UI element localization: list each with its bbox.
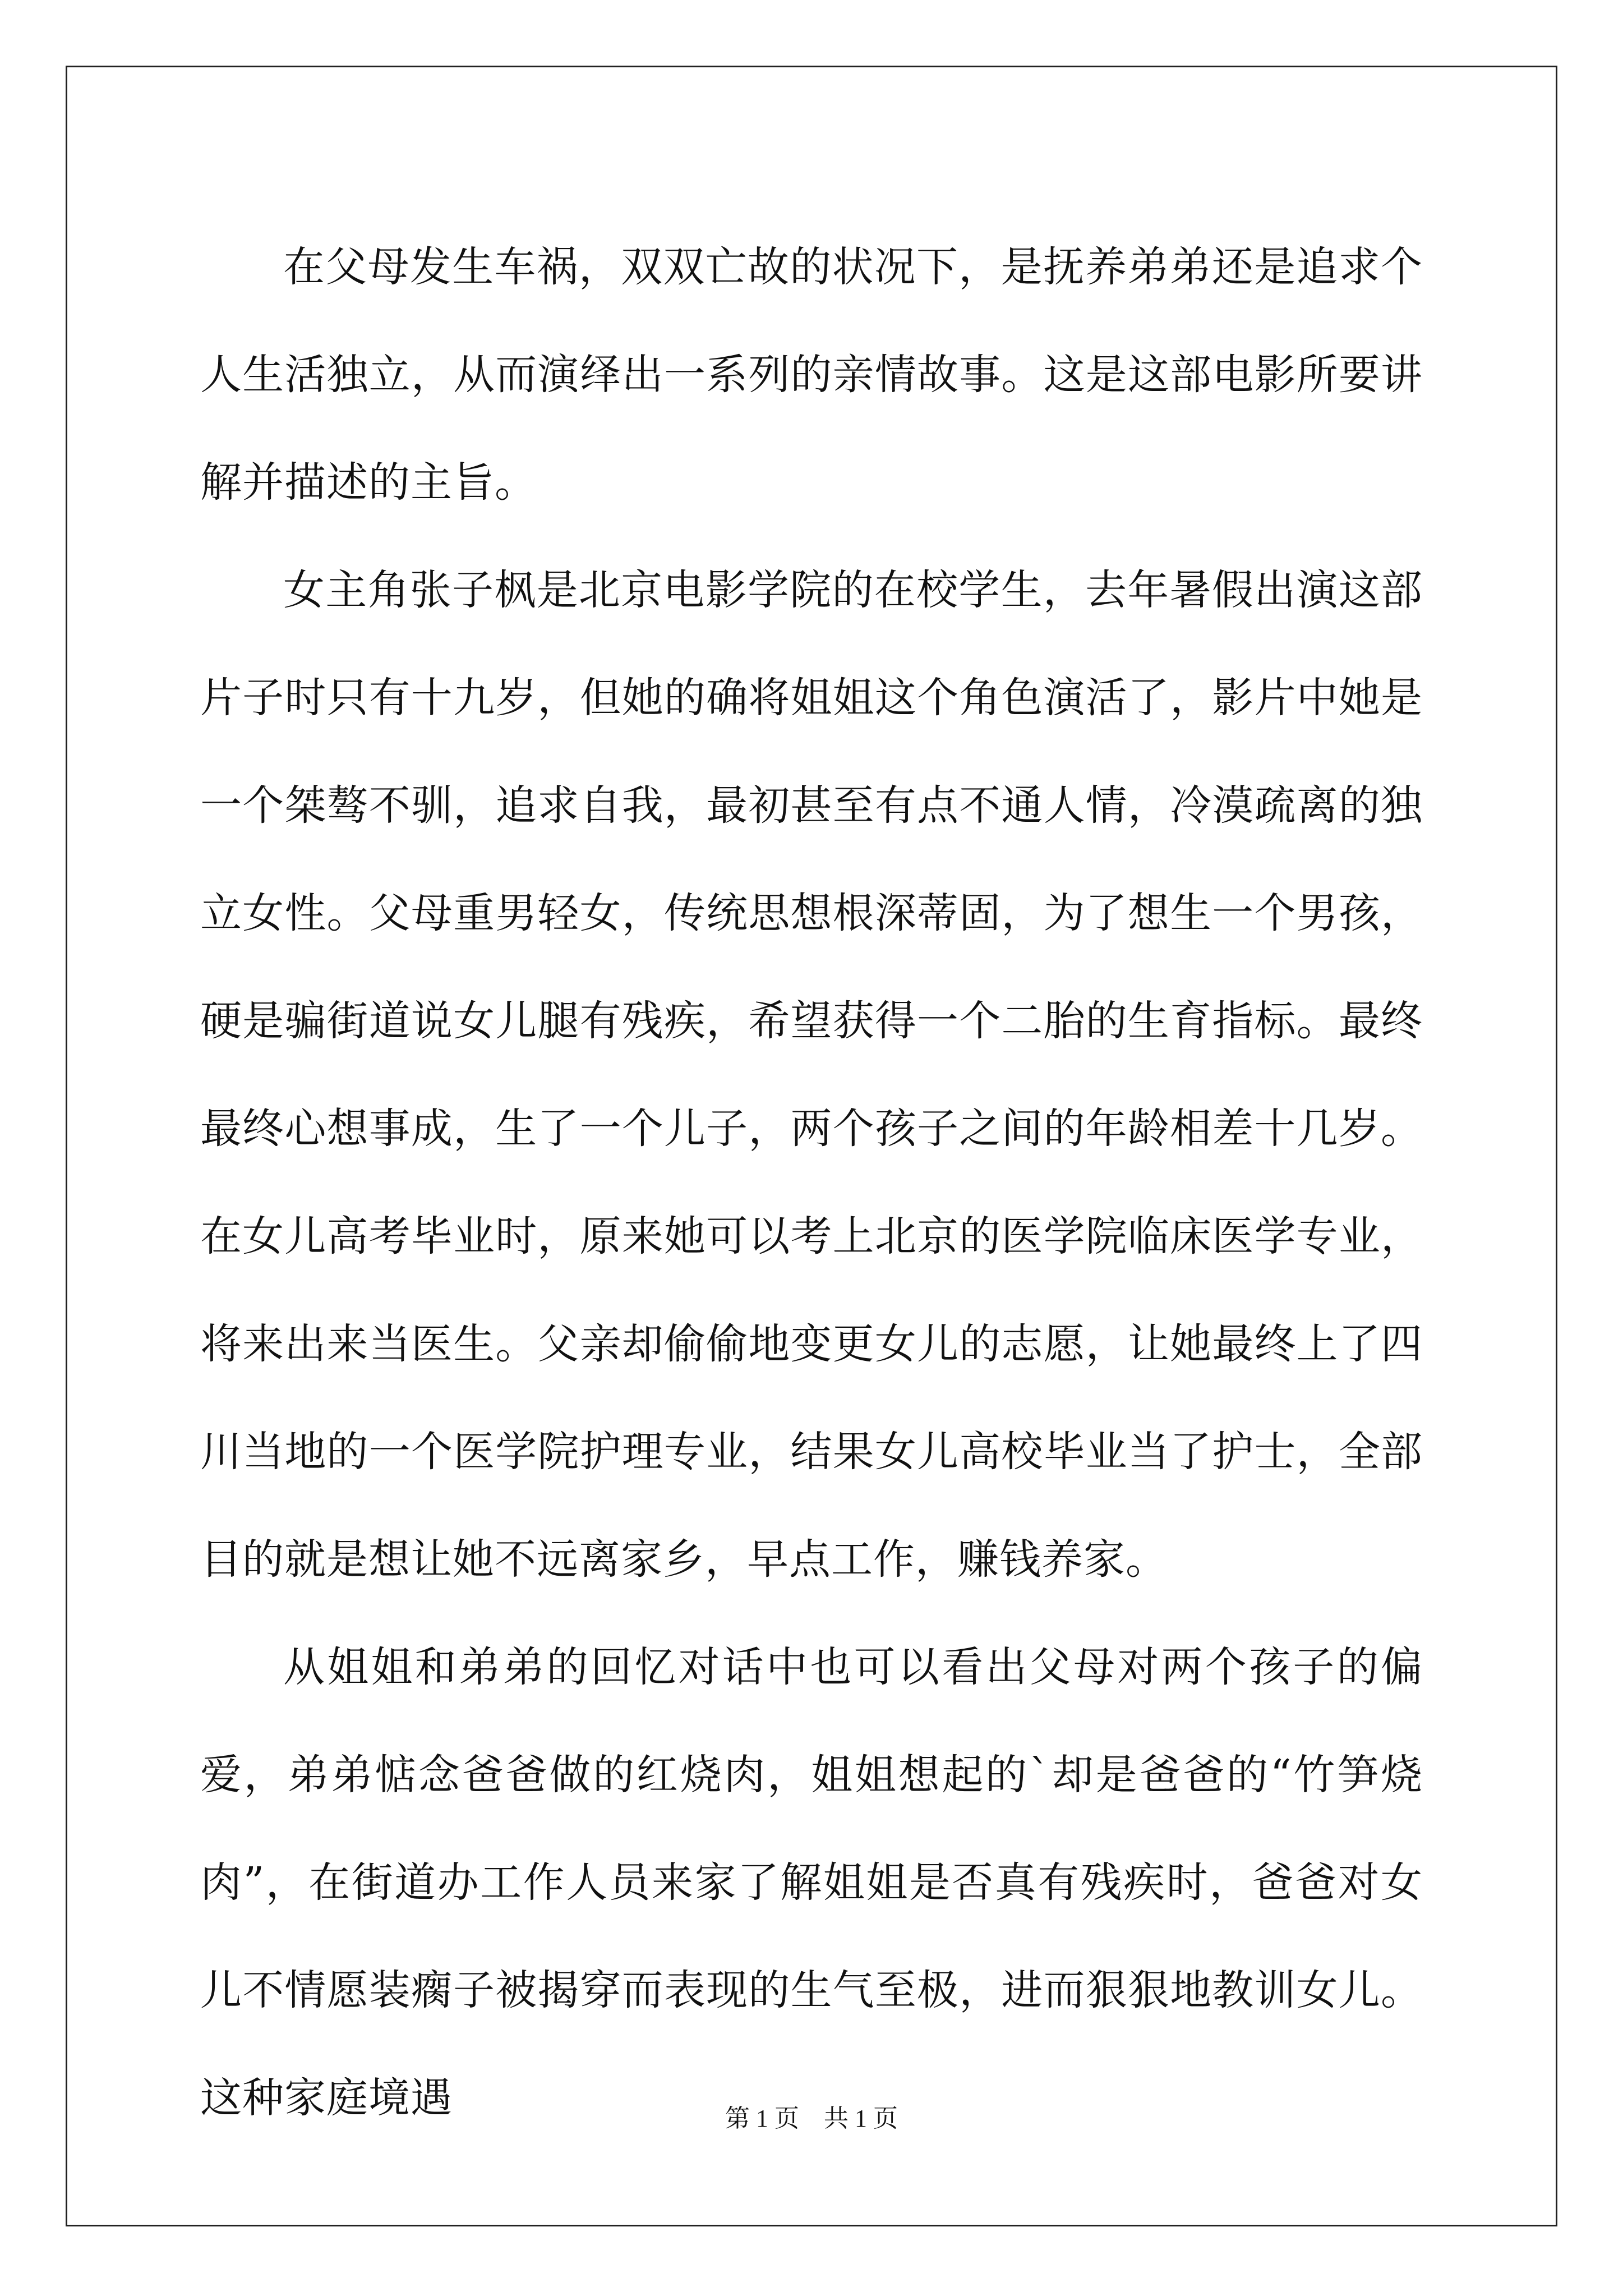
document-body xyxy=(200,213,1423,2152)
paragraph-1: 在父母发生车祸，双双亡故的状况下，是抚养弟弟还是追求个人生活独立，从而演绎出一系列的亲情故事。这是这部电影所要讲解并描述的主旨。 xyxy=(200,243,1423,507)
paragraph-2: 女主角张子枫是北京电影学院的在校学生，去年暑假出演这部片子时只有十九岁，但她的确将姐姐这个角色演活了，影片中她是一个桀骜不驯，追求自我，最初甚至有点不通人情，冷漠疏离的独立女性。父母重男轻女，传统思想根深蒂固，为了想生一个男孩，硬是骗街道说女儿腿有残疾，希望获得一个二胎的生育指标。最终最终心想事成，生了一个儿子，两个孩子之间的年龄相差十几岁。在女儿高考毕业时，原来她可以考上北京的医学院临床医学专业，将来出来当医生。父亲却偷偷地变更女儿的志愿，让她最终上了四川当地的一个医学院护理专业，结果女儿高校毕业当了护士，全部目的就是想让她不远离家乡，早点工作，赚钱养家。 xyxy=(200,566,1423,1584)
page-number-footer: 第 1 页 共 1 页 xyxy=(725,2105,898,2132)
paragraph-3: 从姐姐和弟弟的回忆对话中也可以看出父母对两个孩子的偏爱，弟弟惦念爸爸做的红烧肉，姐姐想起的`却是爸爸的“竹笋烧肉”，在街道办工作人员来家了解姐姐是否真有残疾时，爸爸对女儿不情愿装瘸子被揭穿而表现的生气至极，进而狠狠地教训女儿。这种家庭境遇 xyxy=(200,1643,1423,2122)
